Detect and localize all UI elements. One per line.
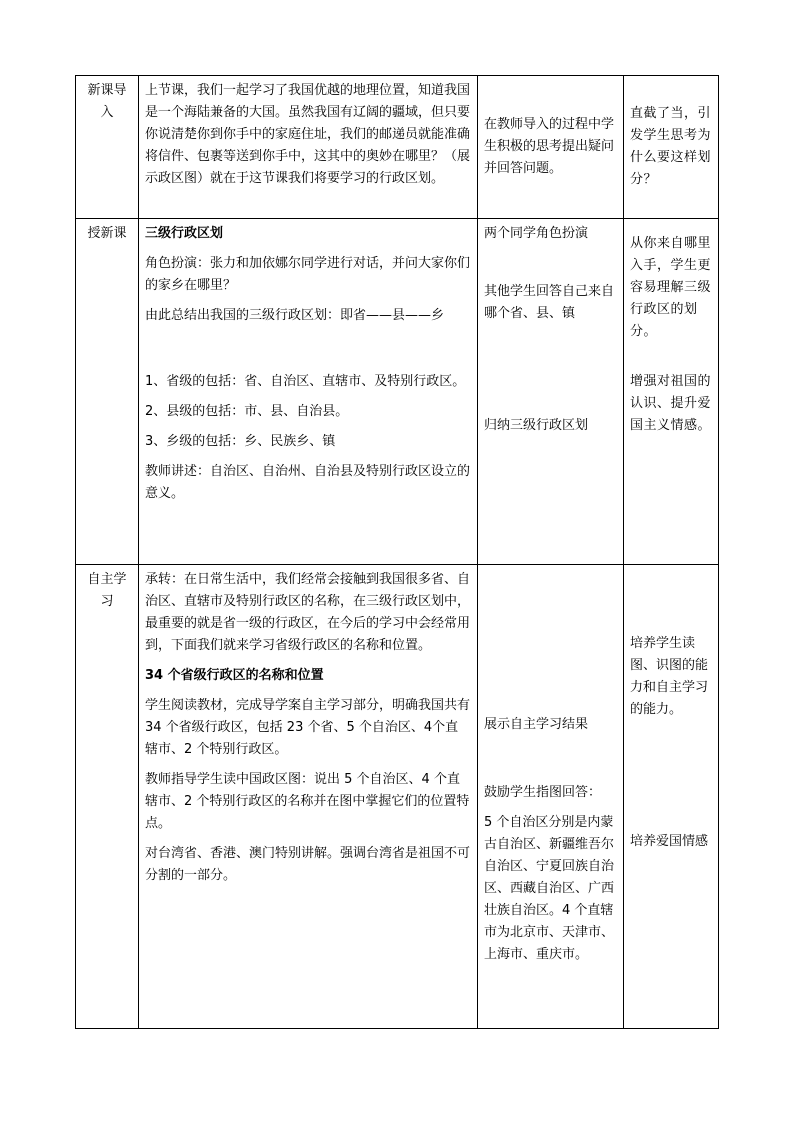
student-activity-cell [478, 76, 624, 219]
intent-paragraph: 增强对祖国的认识、提升爱国主义情感。 [630, 374, 712, 433]
content-paragraph: 学生阅读教材，完成导学案自主学习部分，明确我国共有 34 个省级行政区，包括 23 个省、5 个自治区、4个直辖市、2 个特别行政区。 [145, 698, 471, 757]
content-cell [139, 76, 478, 219]
intent-paragraph: 从你来自哪里入手，学生更容易理解三级行政区的划分。 [630, 236, 712, 339]
stage-cell [76, 219, 139, 565]
content-paragraph: 角色扮演：张力和加依娜尔同学进行对话，并问大家你们的家乡在哪里？ [145, 256, 471, 293]
intent-paragraph: 培养学生读图、识图的能力和自主学习的能力。 [630, 636, 709, 717]
design-intent-cell [624, 219, 719, 565]
student-paragraph: 归纳三级行政区划 [484, 418, 589, 433]
content-paragraph: 2、县级的包括：市、县、自治县。 [145, 404, 349, 419]
table-row [76, 565, 719, 1029]
content-paragraph: 教师指导学生读中国政区图：说出 5 个自治区、4 个直辖市、2 个特别行政区的名称并在图中掌握它们的位置特点。 [145, 772, 470, 831]
table-row [76, 219, 719, 565]
section-heading: 三级行政区划 [145, 226, 224, 241]
stage-cell [76, 76, 139, 219]
content-paragraph: 对台湾省、香港、澳门特别讲解。强调台湾省是祖国不可分割的一部分。 [145, 846, 471, 883]
student-activity-cell [478, 565, 624, 1029]
student-paragraph: 鼓励学生指图回答： [484, 785, 602, 800]
content-paragraph: 1、省级的包括：省、自治区、直辖市、及特别行政区。 [145, 374, 466, 389]
design-intent-cell [624, 565, 719, 1029]
student-paragraph: 展示自主学习结果 [484, 717, 589, 732]
design-intent-cell [624, 76, 719, 219]
stage-label: 自主学习 [87, 572, 127, 609]
lesson-plan-table [75, 75, 719, 1029]
content-paragraph: 由此总结出我国的三级行政区划：即省——县——乡 [145, 308, 445, 323]
student-activity-cell [478, 219, 624, 565]
intent-paragraph: 培养爱国情感 [630, 834, 709, 849]
content-paragraph: 教师讲述：自治区、自治州、自治县及特别行政区设立的意义。 [145, 464, 471, 501]
student-paragraph: 两个同学角色扮演 [484, 226, 589, 241]
table-row [76, 76, 719, 219]
content-paragraph: 承转：在日常生活中，我们经常会接触到我国很多省、自治区、直辖市及特别行政区的名称，在三级行政区划中，最重要的就是省一级的行政区，在今后的学习中会经常用到，下面我们就来学习省级行政区的名称和位置。 [145, 572, 471, 653]
stage-label: 新课导入 [87, 83, 127, 120]
stage-cell [76, 565, 139, 1029]
stage-label: 授新课 [87, 226, 127, 241]
content-paragraph: 上节课，我们一起学习了我国优越的地理位置，知道我国是一个海陆兼备的大国。虽然我国有辽阔的疆域，但只要你说清楚你到你手中的家庭住址，我们的邮递员就能准确将信件、包裹等送到你手中，这其中的奥妙在哪里？（展示政区图）就在于这节课我们将要学习的行政区划。 [145, 83, 471, 186]
student-paragraph: 在教师导入的过程中学生积极的思考提出疑问并回答问题。 [484, 117, 615, 176]
section-heading: 34 个省级行政区的名称和位置 [145, 668, 324, 683]
content-cell [139, 219, 478, 565]
student-paragraph: 5 个自治区分别是内蒙古自治区、新疆维吾尔自治区、宁夏回族自治区、西藏自治区、广西壮族自治区。4 个直辖市为北京市、天津市、上海市、重庆市。 [484, 815, 615, 962]
student-paragraph: 其他学生回答自己来自哪个省、县、镇 [484, 284, 615, 321]
content-paragraph: 3、乡级的包括：乡、民族乡、镇 [145, 434, 336, 449]
content-cell [139, 565, 478, 1029]
intent-paragraph: 直截了当，引发学生思考为什么要这样划分？ [630, 106, 712, 187]
